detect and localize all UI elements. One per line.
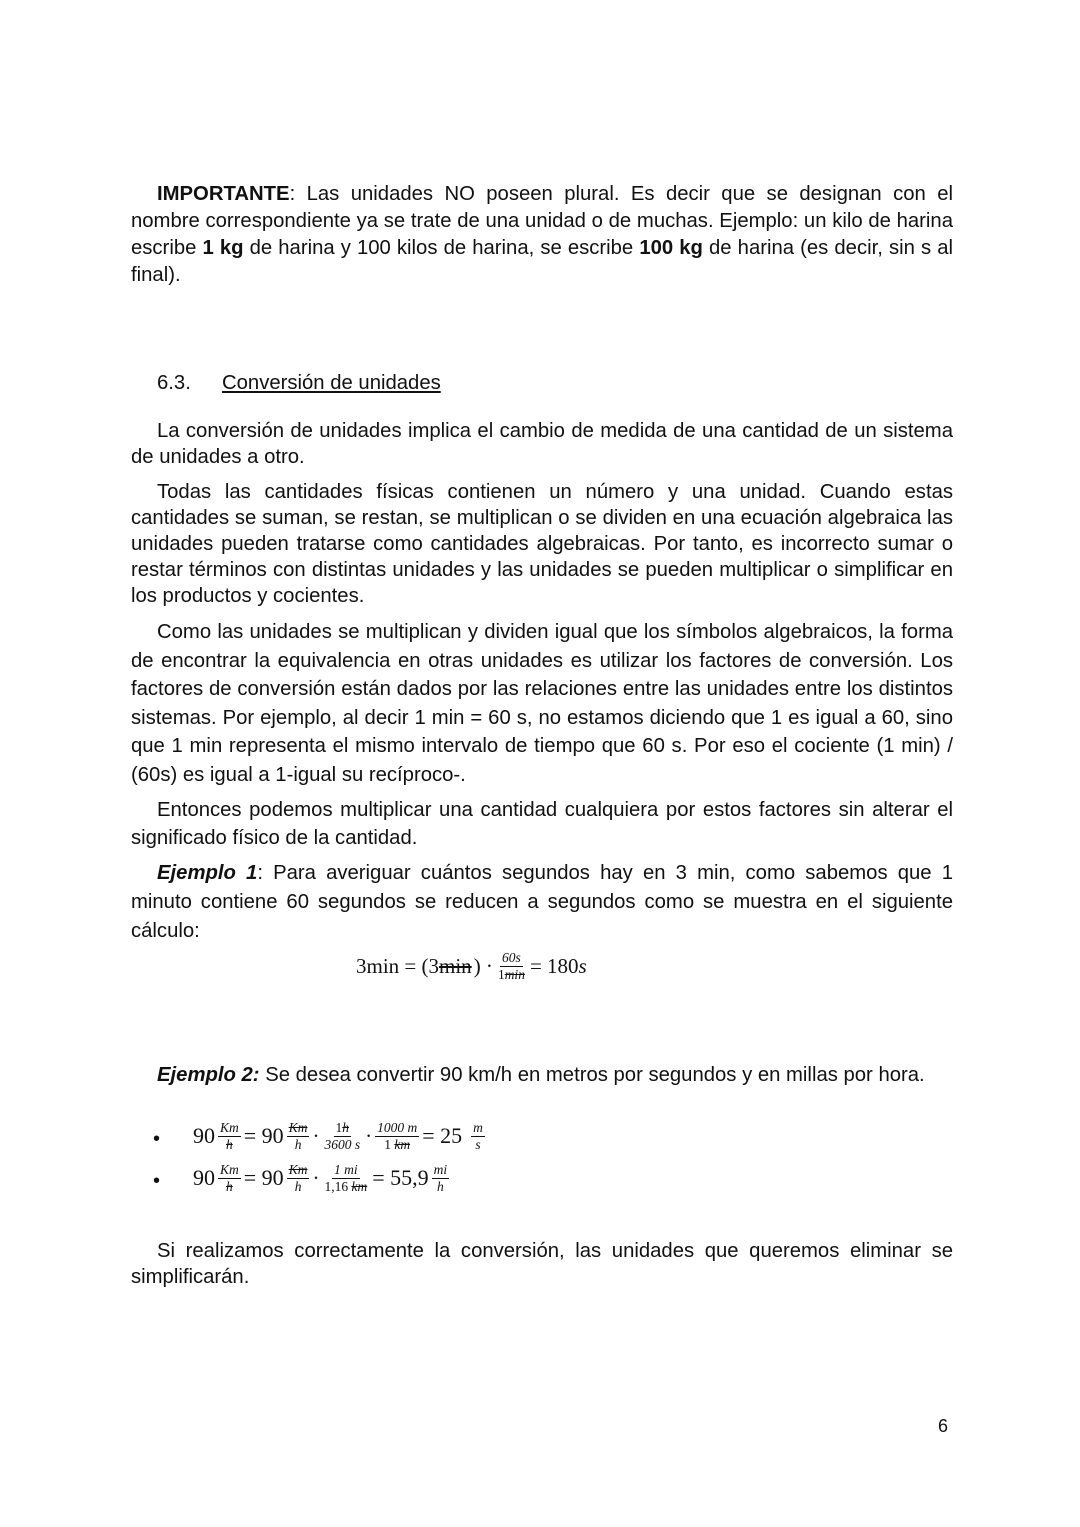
bullet-icon: • xyxy=(153,1128,161,1150)
denominator: km xyxy=(394,1136,411,1152)
formula-2b xyxy=(193,1162,452,1194)
denominator: h xyxy=(294,1178,302,1194)
important-note xyxy=(131,181,953,289)
numerator: 1 xyxy=(335,1120,343,1135)
numerator: h xyxy=(342,1120,350,1135)
denominator: 3600 s xyxy=(324,1136,361,1152)
denominator: 1,16 xyxy=(324,1178,349,1194)
bold-example: 100 kg xyxy=(639,237,703,259)
section-title: Conversión de unidades xyxy=(222,372,441,394)
example-1-text: : Para averiguar cuántos segundos hay en 3 min, como sabemos que 1 minuto contiene 60 segundos se reducen a segundos como se muestra en el siguiente cálculo: xyxy=(131,862,953,942)
section-number: 6.3. xyxy=(157,372,191,394)
note-text: : Las unidades NO poseen plural. Es decir que se designan con el nombre correspondiente ya se trate de una unidad o de muchas. Ejemplo: un kilo de harina escribe xyxy=(131,183,953,259)
formula-1 xyxy=(356,950,587,982)
note-text: de harina (es decir, sin s al final). xyxy=(131,237,953,286)
example-2-text: Se desea convertir 90 km/h en metros por segundos y en millas por hora. xyxy=(259,1064,925,1086)
formula-part: = 90 xyxy=(243,1123,284,1149)
numerator: m xyxy=(473,1120,483,1135)
example-1 xyxy=(131,859,953,946)
formula-part: = 180 xyxy=(529,953,579,978)
paragraph: Todas las cantidades físicas contienen un número y una unidad. Cuando estas cantidades se suman, se restan, se multiplican o se dividen en una ecuación algebraica las unidades pueden tratarse como cantidades algebraicas. Por tanto, es incorrecto sumar o restar términos con distintas unidades y las unidades se pueden multiplicar o simplificar en los productos y cocientes. xyxy=(131,481,953,607)
example-2 xyxy=(131,1062,953,1088)
formula-2a xyxy=(193,1120,488,1152)
important-label: IMPORTANTE xyxy=(157,183,290,205)
formula-part: s xyxy=(578,953,587,978)
denominator: h xyxy=(226,1178,233,1194)
denominator: 1 xyxy=(497,966,505,982)
denominator: min xyxy=(504,966,525,982)
section-heading xyxy=(157,372,441,395)
numerator: Km xyxy=(220,1120,239,1135)
denominator: s xyxy=(475,1136,481,1152)
numerator: mi xyxy=(433,1162,448,1177)
paragraph: Como las unidades se multiplican y dividen igual que los símbolos algebraicos, la forma de encontrar la equivalencia en otras unidades es utilizar los factores de conversión. Los factores de conversión están dados por las relaciones entre las unidades entre los distintos sistemas. Por ejemplo, al decir 1 min = 60 s, no estamos diciendo que 1 es igual a 60, sino que 1 min representa el mismo intervalo de tiempo que 60 s. Por eso el cociente (1 min) / (60s) es igual a 1-igual su recíproco-. xyxy=(131,621,953,786)
denominator: 1 xyxy=(384,1136,391,1152)
page-number: 6 xyxy=(938,1416,949,1436)
numerator: 1 mi xyxy=(334,1162,358,1177)
denominator: h xyxy=(437,1178,444,1194)
formula-part: · xyxy=(312,1165,320,1190)
numerator: 1000 m xyxy=(377,1120,418,1135)
numerator: 60s xyxy=(502,950,521,965)
closing-paragraph: Si realizamos correctamente la conversión, las unidades que queremos eliminar se simplificarán. xyxy=(131,1240,953,1288)
example-1-label: Ejemplo 1 xyxy=(157,862,258,884)
formula-part: 3min = (3 xyxy=(356,953,440,978)
formula-part: = 25 xyxy=(422,1123,463,1149)
bullet-icon: • xyxy=(153,1170,161,1192)
denominator: h xyxy=(294,1136,302,1152)
note-text: de harina y 100 kilos de harina, se escribe xyxy=(243,237,640,259)
formula-part: min xyxy=(439,953,472,978)
denominator: h xyxy=(226,1136,233,1152)
formula-part: ) · xyxy=(473,953,493,978)
paragraph: Entonces podemos multiplicar una cantidad cualquiera por estos factores sin alterar el significado físico de la cantidad. xyxy=(131,799,953,849)
formula-part: = 55,9 xyxy=(372,1165,429,1191)
example-2-label: Ejemplo 2: xyxy=(157,1064,260,1086)
formula-part: · xyxy=(312,1123,320,1148)
formula-part: = 90 xyxy=(243,1165,284,1191)
bold-example: 1 kg xyxy=(202,237,244,259)
numerator: Km xyxy=(288,1120,308,1135)
paragraph: La conversión de unidades implica el cambio de medida de una cantidad de un sistema de unidades a otro. xyxy=(131,420,953,468)
formula-part: 90 xyxy=(193,1165,215,1191)
formula-part: · xyxy=(365,1123,373,1148)
formula-part: 90 xyxy=(193,1123,215,1149)
denominator: km xyxy=(351,1178,368,1194)
numerator: Km xyxy=(220,1162,239,1177)
numerator: Km xyxy=(288,1162,308,1177)
